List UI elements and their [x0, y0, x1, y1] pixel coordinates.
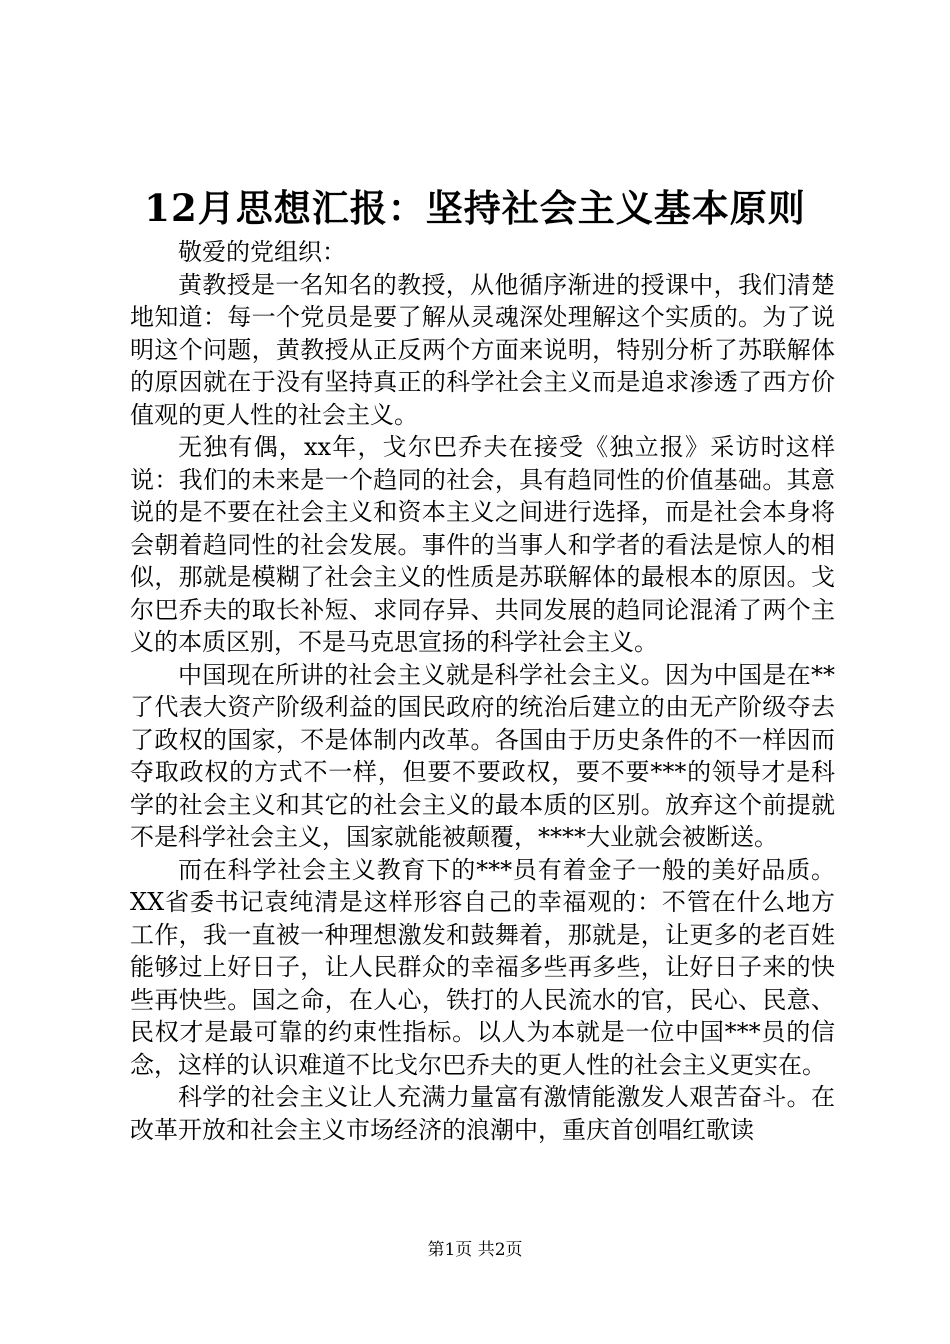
paragraph-4: 而在科学社会主义教育下的***员有着金子一般的美好品质。XX省委书记袁纯清是这样形容自己的幸福观的：不管在什么地方工作，我一直被一种理想激发和鼓舞着，那就是，让更多的老百姓能够过上好日子，让人民群众的幸福多些再多些，让好日子来的快些再快些。国之命，在人心，铁打的人民流水的官，民心、民意、民权才是最可靠的约束性指标。以人为本就是一位中国***员的信念，这样的认识难道不比戈尔巴乔夫的更人性的社会主义更实在。 — [130, 855, 835, 1079]
document-body — [130, 236, 835, 1146]
paragraph-5: 科学的社会主义让人充满力量富有激情能激发人艰苦奋斗。在改革开放和社会主义市场经济的浪潮中，重庆首创唱红歌读 — [130, 1083, 835, 1144]
paragraph-2: 无独有偶，xx年，戈尔巴乔夫在接受《独立报》采访时这样说：我们的未来是一个趋同的社会，具有趋同性的价值基础。其意说的是不要在社会主义和资本主义之间进行选择，而是社会本身将会朝着趋同性的社会发展。事件的当事人和学者的看法是惊人的相似，那就是模糊了社会主义的性质是苏联解体的最根本的原因。戈尔巴乔夫的取长补短、求同存异、共同发展的趋同论混淆了两个主义的本质区别，不是马克思宣扬的科学社会主义。 — [130, 433, 835, 656]
salutation: 敬爱的党组织： — [178, 238, 346, 266]
page-footer: 第1页 共2页 — [427, 1240, 523, 1260]
paragraph-1: 黄教授是一名知名的教授，从他循序渐进的授课中，我们清楚地知道：每一个党员是要了解从灵魂深处理解这个实质的。为了说明这个问题，黄教授从正反两个方面来说明，特别分析了苏联解体的原因就在于没有坚持真正的科学社会主义而是追求渗透了西方价值观的更人性的社会主义。 — [130, 270, 835, 429]
paragraph-3: 中国现在所讲的社会主义就是科学社会主义。因为中国是在**了代表大资产阶级利益的国民政府的统治后建立的由无产阶级夺去了政权的国家，不是体制内改革。各国由于历史条件的不一样因而夺取政权的方式不一样，但要不要政权，要不要***的领导才是科学的社会主义和其它的社会主义的最本质的区别。放弃这个前提就不是科学社会主义，国家就能被颠覆，****大业就会被断送。 — [130, 660, 835, 851]
document-title: 12月思想汇报：坚持社会主义基本原则 — [144, 186, 806, 230]
